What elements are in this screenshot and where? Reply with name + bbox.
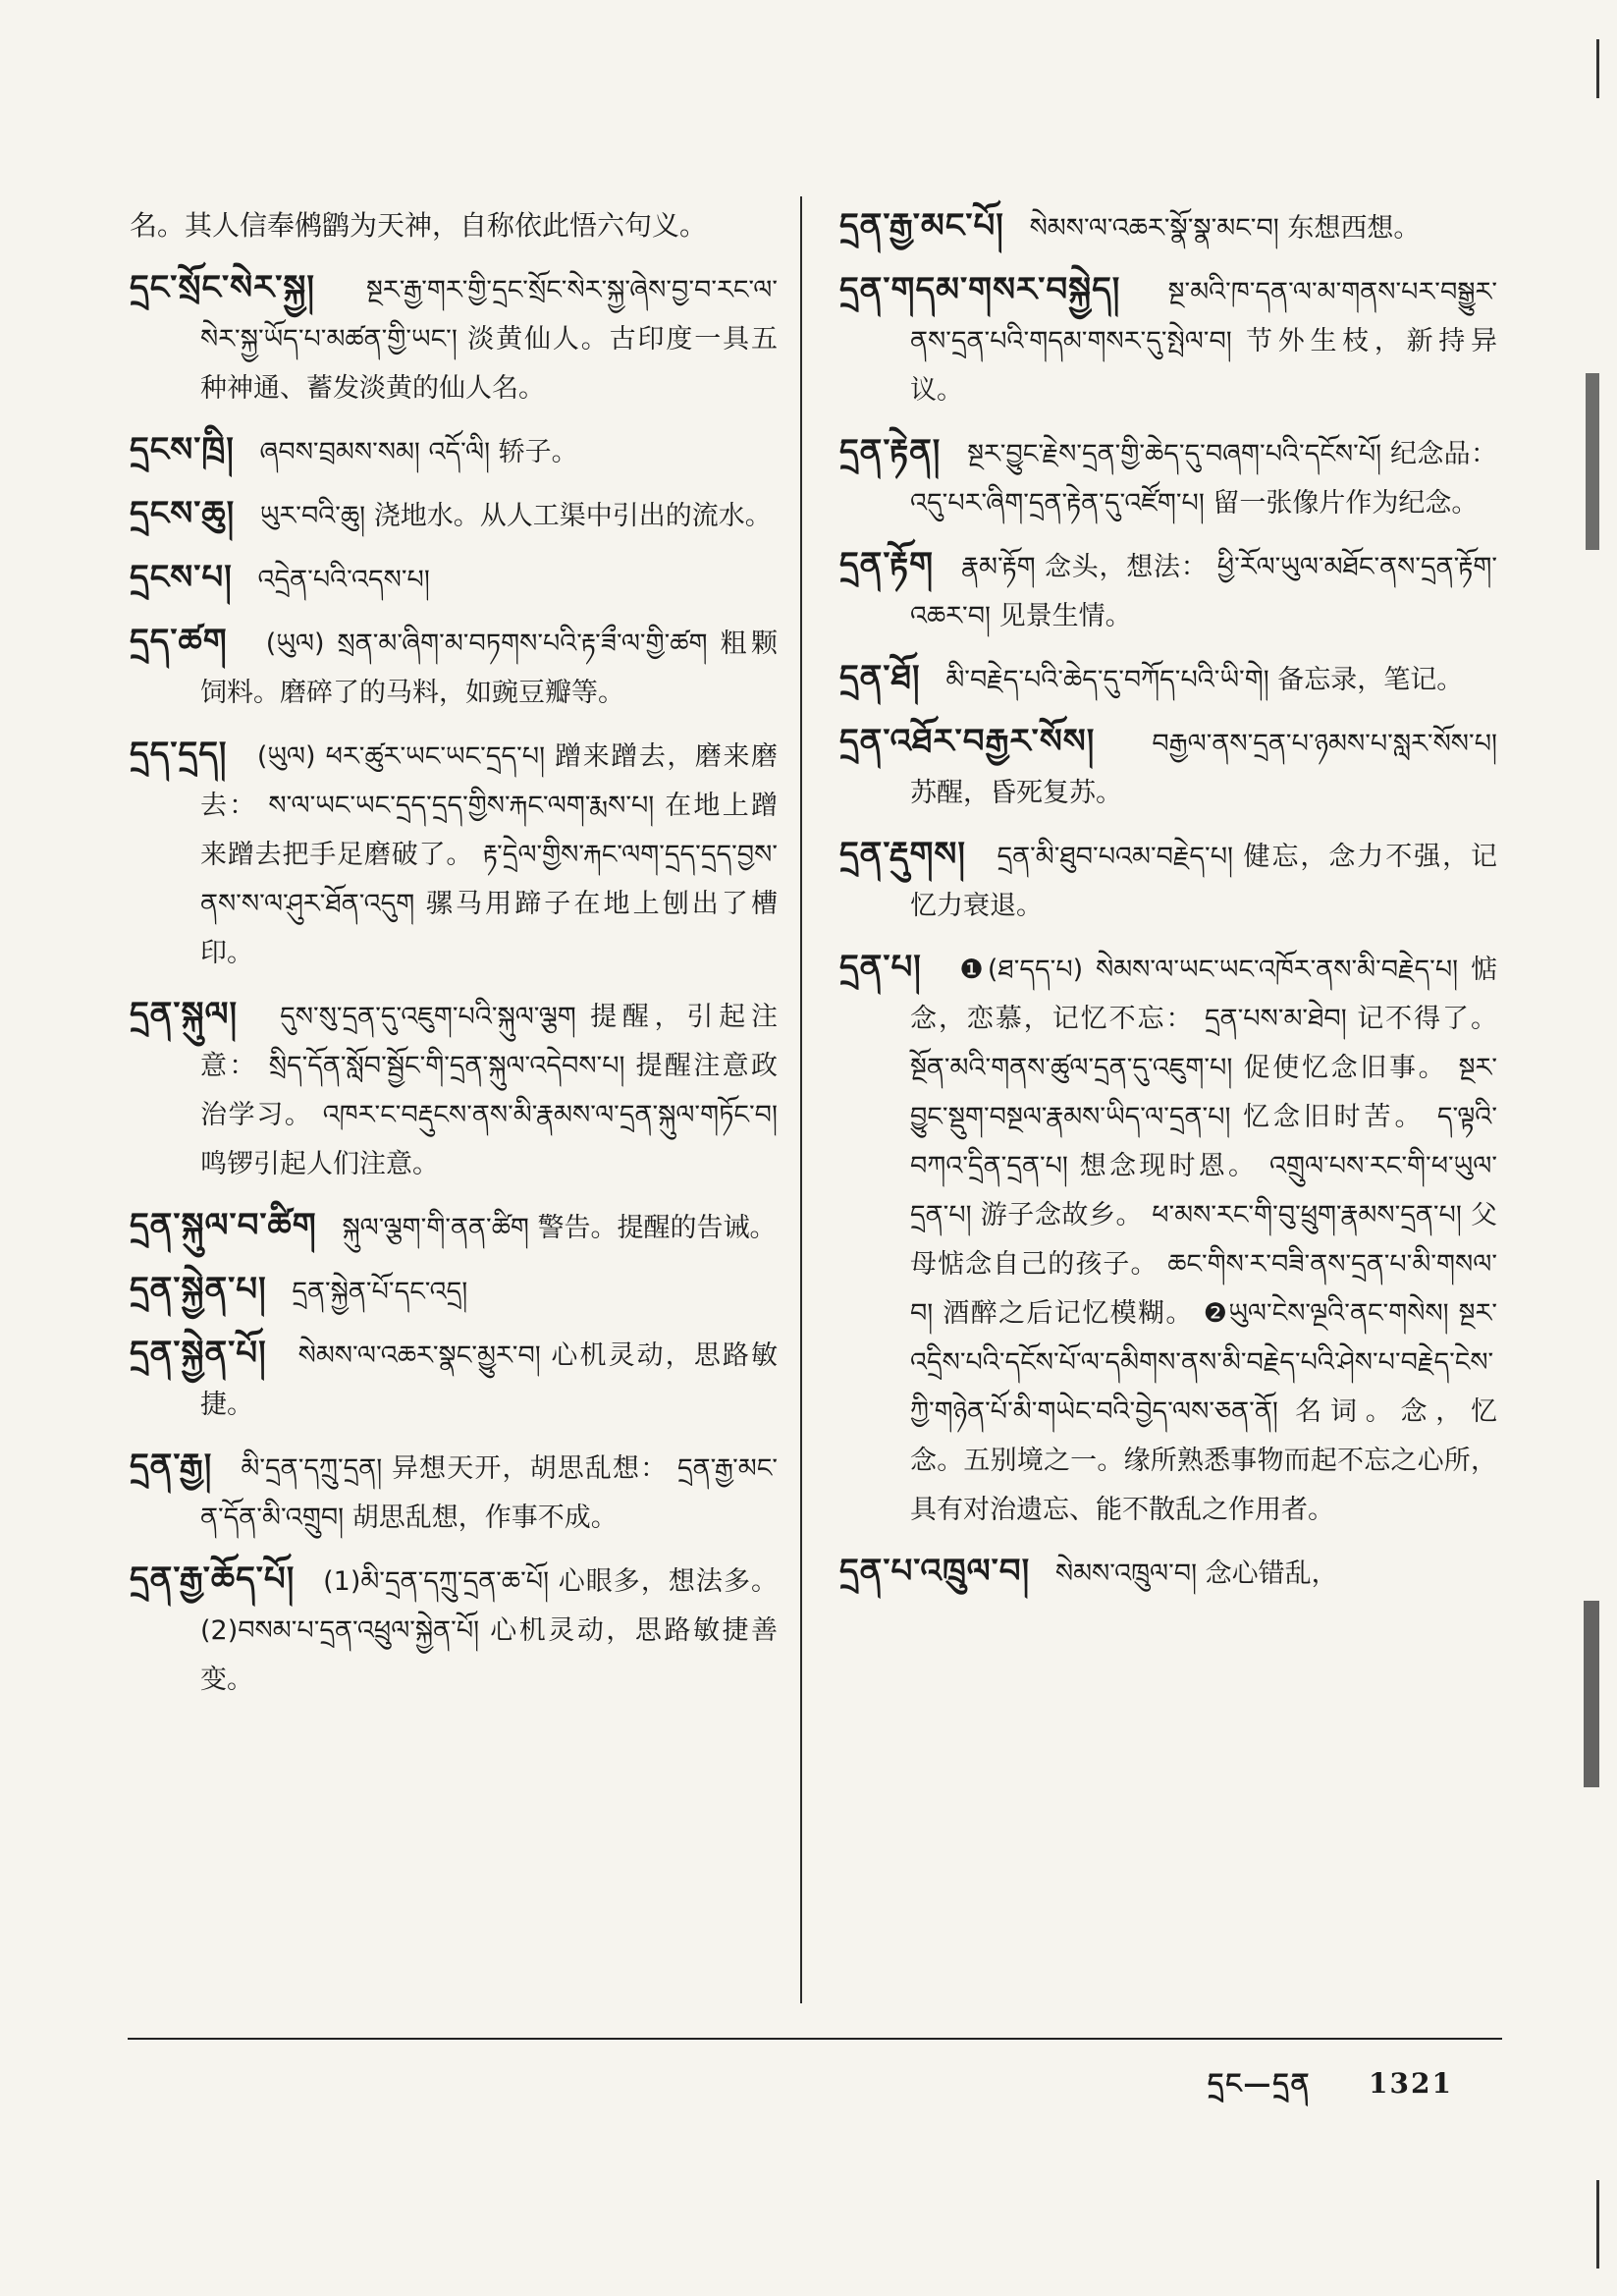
entry-definition: (1)མི་དྲན་དཀྲུ་དྲན་ཆ་པོ། 心眼多，想法多。(2)བསམ་པ་དྲན་འཕྲུལ་སྐྱེན་པོ། 心机灵动，思路敏捷善变。 [200,1566,778,1695]
page-range: དྲང—དྲན [1208,2067,1312,2100]
entry-definition: སྔར་བྱུང་རྗེས་དྲན་གྱི་ཆེད་དུ་བཞག་པའི་དངོས་པོ། 纪念品： འདུ་པར་ཞིག་དྲན་རྟེན་དུ་འཛོག་པ། 留一张像片作为纪念。 [910,439,1498,519]
entry-headword: དྲན་པ་འཁྲུལ་བ། [839,1552,1031,1591]
left-column [130,201,778,1717]
entry-headword: དྲངས་ཁྲི། [130,430,235,469]
dictionary-entry [130,263,778,413]
page-footer [1208,2052,1453,2130]
entry-headword: དྲན་རྒྱ་མང་པོ། [839,206,1004,246]
right-column [839,201,1497,1611]
dictionary-entry [130,730,778,978]
dictionary-entry [130,990,778,1189]
entry-headword: དྲད་ཚག [130,622,228,661]
entry-headword: དྲན་གདམ་གསར་བསྐྱེད། [839,270,1121,309]
entry-definition: ཡུར་བའི་ཆུ། 浇地水。从人工渠中引出的流水。 [259,501,772,531]
entry-definition: སེམས་ལ་འཆར་སྣང་མྱུར་བ། 心机灵动，思路敏捷。 [200,1340,778,1420]
dictionary-entry [839,943,1497,1535]
entry-headword: དྲང་སྲོང་སེར་སྐྱ། [130,268,315,307]
dictionary-entry [130,201,778,251]
dictionary-entry [839,427,1497,528]
dictionary-entry [839,830,1497,931]
entry-definition: སེམས་ལ་འཆར་སྣོ་སྣ་མང་བ། 东想西想。 [1029,213,1421,244]
entry-definition: སྐུལ་ལྕག་གི་ནན་ཚིག 警告。提醒的告诫。 [342,1213,777,1243]
entry-definition: མི་བརྗེད་པའི་ཆེད་དུ་བཀོད་པའི་ཡི་གེ། 备忘录，笔记。 [945,665,1464,695]
entry-definition: མི་དྲན་དཀྲུ་དྲན། 异想天开，胡思乱想： དྲན་རྒྱ་མང་ན་དོན་མི་འགྲུབ། 胡思乱想，作事不成。 [200,1453,778,1533]
entry-headword: དྲན་སྐྱེན་པོ། [130,1334,267,1373]
dictionary-entry [130,1555,778,1705]
dictionary-entry [839,717,1497,818]
entry-headword: དྲངས་ཆུ། [130,494,236,533]
dictionary-entry [130,1442,778,1543]
entry-continuation: 名。其人信奉鸺鹠为天神，自称依此悟六句义。 [130,209,708,242]
entry-headword: དྲན་འཐོར་བརྒྱར་སོས། [839,722,1096,761]
entry-headword: དྲན་རྟོག [839,545,935,584]
entry-headword: དྲན་རྒྱ་ཆོད་པོ། [130,1559,296,1599]
entry-definition: (ཡུལ) སྲན་མ་ཞིག་མ་བཏགས་པའི་རྟ་ཟྀ་ལ་གྱི་ཚག 粗颗饲料。磨碎了的马料，如豌豆瓣等。 [200,629,778,708]
entry-definition: ཞབས་བྲམས་སམ། འདོ་ལི། 轿子。 [259,437,578,467]
entry-headword: དྲན་རྒྱ། [130,1447,213,1486]
dictionary-entry [839,653,1497,705]
dictionary-entry [839,540,1497,641]
entry-definition: (ཡུལ) ཕར་ཚུར་ཡང་ཡང་དྲད་པ། 蹭来蹭去，磨来磨去： ས་ལ་ཡང་ཡང་དྲད་དྲད་གྱིས་རྐང་ལག་རྨས་པ། 在地上蹭来蹭去把手足磨破了。 རྟ་དྲེལ་གྱིས་རྐང་ལག་དྲད་དྲད་བྱས་ནས་ས་ལ་ཤུར་ཐོན་འདུག 骡马用蹄子在地上刨出了槽印。 [200,741,778,968]
entry-definition: བརྒྱལ་ནས་དྲན་པ་ཉམས་པ་སླར་སོས་པ། 苏醒，昏死复苏。 [910,729,1497,808]
column-divider [800,196,802,2003]
dictionary-entry [130,617,778,718]
entry-definition: དྲན་མི་ཐུབ་པའམ་བརྗེད་པ། 健忘，念力不强，记忆力衰退。 [910,842,1497,921]
entry-headword: དྲན་རྟེན། [839,432,942,471]
entry-headword: དྲན་སྐྱེན་པ། [130,1270,267,1309]
dictionary-entry [839,1547,1497,1599]
dictionary-entry [839,201,1497,253]
entry-headword: དྲན་རྡུགས། [839,835,966,874]
dictionary-entry [130,1201,778,1253]
page-number: 1321 [1369,2067,1453,2100]
dictionary-entry [130,1265,778,1317]
entry-definition: རྣམ་རྟོག 念头，想法： ཕྱི་རོལ་ཡུལ་མཐོང་ནས་དྲན་རྟོག་འཆར་བ། 见景生情。 [910,552,1497,631]
entry-headword: དྲན་སྐུལ་བ་ཚིག [130,1206,317,1245]
dictionary-entry [130,425,778,477]
entry-headword: དྲན་སྐུལ། [130,995,239,1034]
entry-headword: དྲན་ཐོ། [839,658,921,697]
entry-definition: སྔ་མའི་ཁ་དན་ལ་མ་གནས་པར་བསྒྱུར་ནས་དྲན་པའི་གདམ་གསར་དུ་སྤེལ་བ། 节外生枝，新持异议。 [910,277,1497,406]
entry-definition: འདྲེན་པའི་འདས་པ། [257,565,430,595]
dictionary-entry [839,265,1497,415]
footer-rule [128,2038,1502,2040]
entry-headword: དྲད་དྲད། [130,735,228,774]
dictionary-entry [130,1329,778,1430]
entry-headword: དྲངས་པ། [130,558,233,597]
entry-definition: ❶(ཐ་དད་པ) སེམས་ལ་ཡང་ཡང་འཁོར་ནས་མི་བརྗེད་པ། 惦念，恋慕，记忆不忘： དྲན་པས་མ་ཐེབ། 记不得了。 སྔོན་མའི་གནས་ཚུལ་དྲན་དུ་འཇུག་པ། 促使忆念旧事。 སྔར་བྱུང་སྡུག་བསྔལ་རྣམས་ཡིད་ལ་དྲན་པ། 忆念旧时苦。 ད་ལྟའི་བཀའ་དྲིན་དྲན་པ། 想念现时恩。 འགྲུལ་པས་རང་གི་ཕ་ཡུལ་དྲན་པ། 游子念故乡。 ཕ་མས་རང་གི་བུ་ཕྲུག་རྣམས་དྲན་པ། 父母惦念自己的孩子。 ཆང་གིས་ར་བཟི་ནས་དྲན་པ་མི་གསལ་བ། 酒醉之后记忆模糊。 ❷ཡུལ་ངེས་ལྔའི་ནང་གསེས། སྔར་འདྲིས་པའི་དངོས་པོ་ལ་དམིགས་ནས་མི་བརྗེད་པའི་ཤེས་པ་བརྗེད་ངེས་ཀྱི་གཉེན་པོ་མི་གཡེང་བའི་བྱེད་ལས་ཅན་ནོ། 名词。念，忆念。五别境之一。缘所熟悉事物而起不忘之心所，具有对治遗忘、能不散乱之作用者。 [910,955,1497,1525]
entry-definition: སེམས་འཁྲུལ་བ། 念心错乱， [1054,1558,1338,1589]
entry-headword: དྲན་པ། [839,948,922,987]
dictionary-entry [130,553,778,605]
scan-margin-marks [1570,0,1599,2296]
entry-definition: དྲན་སྐྱེན་པོ་དང་འདྲ། [292,1277,468,1307]
dictionary-entry [130,489,778,541]
entry-definition: དུས་སུ་དྲན་དུ་འཇུག་པའི་སྐུལ་ལྕག 提醒，引起注意： སྲིད་དོན་སློབ་སྦྱོང་གི་དྲན་སྐུལ་འདེབས་པ། 提醒注意政治学习。 འཁར་ང་བརྡུངས་ནས་མི་རྣམས་ལ་དྲན་སྐུལ་གཏོང་བ། 鸣锣引起人们注意。 [200,1002,779,1179]
entry-definition: སྔར་རྒྱ་གར་གྱི་དྲང་སྲོང་སེར་སྐྱ་ཞེས་བྱ་བ་རང་ལ་སེར་སྐྱ་ཡོད་པ་མཚན་གྱི་ཡང་། 淡黄仙人。古印度一具五种神通、蓄发淡黄的仙人名。 [200,275,778,404]
